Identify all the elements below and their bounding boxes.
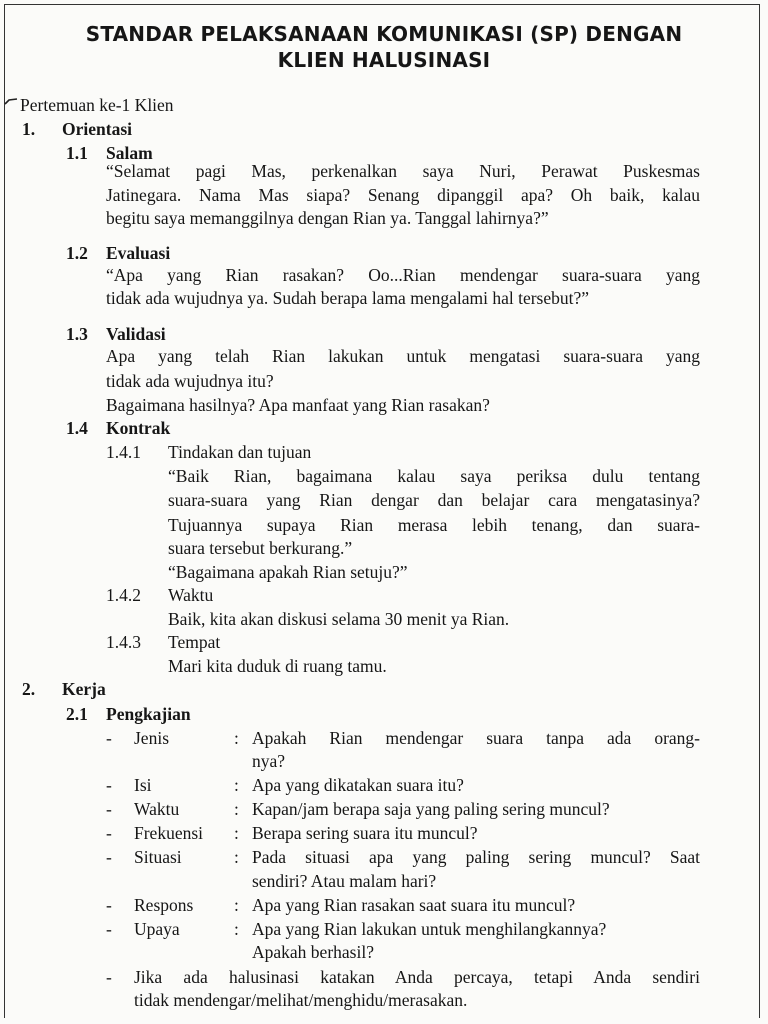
section-1-number: 1.: [22, 119, 36, 139]
checkmark-icon: [4, 98, 18, 108]
document-title-line-2: KLIEN HALUSINASI: [277, 48, 491, 72]
pengkajian-label: Respons: [134, 895, 194, 915]
section-2-number: 2.: [22, 679, 36, 699]
pengkajian-colon: :: [234, 895, 239, 915]
subsection-2-1-heading: Pengkajian: [106, 704, 191, 724]
waktu-line: Baik, kita akan diskusi selama 30 menit ya Rian.: [168, 609, 510, 629]
document-title-line-1: STANDAR PELAKSANAAN KOMUNIKASI (SP) DENGAN: [85, 22, 683, 46]
pengkajian-text: nya?: [252, 751, 286, 771]
section-1-heading: Orientasi: [62, 119, 132, 139]
pengkajian-colon: :: [234, 919, 239, 939]
validasi-line: tidak ada wujudnya itu?: [106, 371, 274, 391]
tindakan-line: suara tersebut berkurang.”: [168, 538, 353, 558]
tempat-line: Mari kita duduk di ruang tamu.: [168, 656, 387, 676]
subsection-1-4-heading: Kontrak: [106, 418, 171, 438]
subsection-1-1-heading: Salam: [106, 143, 153, 163]
note-line: tidak mendengar/melihat/menghidu/merasakan.: [134, 990, 468, 1010]
evaluasi-line: “Apa yang Rian rasakan? Oo...Rian mendengar suara-suara yang: [106, 265, 700, 285]
subsection-1-4-1-number: 1.4.1: [106, 442, 141, 462]
salam-line: Jatinegara. Nama Mas siapa? Senang dipanggil apa? Oh baik, kalau: [106, 185, 700, 205]
pengkajian-label: Upaya: [134, 919, 180, 939]
tindakan-line: Tujuannya supaya Rian merasa lebih tenang, dan suara-: [168, 515, 700, 535]
list-dash: -: [106, 775, 112, 795]
validasi-line: Bagaimana hasilnya? Apa manfaat yang Rian rasakan?: [106, 395, 490, 415]
list-dash: -: [106, 823, 112, 843]
salam-line: “Selamat pagi Mas, perkenalkan saya Nuri, Perawat Puskesmas: [106, 161, 700, 181]
subsection-1-2-number: 1.2: [66, 243, 88, 263]
list-dash: -: [106, 967, 112, 987]
list-dash: -: [106, 847, 112, 867]
list-dash: -: [106, 895, 112, 915]
evaluasi-line: tidak ada wujudnya ya. Sudah berapa lama mengalami hal tersebut?”: [106, 288, 590, 308]
meeting-label: Pertemuan ke-1 Klien: [20, 95, 174, 115]
subsection-1-3-heading: Validasi: [106, 324, 166, 344]
subsection-1-4-3-number: 1.4.3: [106, 632, 141, 652]
pengkajian-text: Berapa sering suara itu muncul?: [252, 823, 478, 843]
salam-line: begitu saya memanggilnya dengan Rian ya. Tanggal lahirnya?”: [106, 208, 549, 228]
subsection-1-4-2-number: 1.4.2: [106, 585, 141, 605]
pengkajian-text: Kapan/jam berapa saja yang paling sering muncul?: [252, 799, 610, 819]
section-2-heading: Kerja: [62, 679, 106, 699]
pengkajian-colon: :: [234, 847, 239, 867]
subsection-2-1-number: 2.1: [66, 704, 88, 724]
pengkajian-colon: :: [234, 728, 239, 748]
list-dash: -: [106, 799, 112, 819]
subsection-1-4-number: 1.4: [66, 418, 88, 438]
list-dash: -: [106, 728, 112, 748]
pengkajian-colon: :: [234, 799, 239, 819]
pengkajian-text: Pada situasi apa yang paling sering muncul? Saat: [252, 847, 700, 867]
pengkajian-text: sendiri? Atau malam hari?: [252, 871, 437, 891]
pengkajian-text: Apa yang Rian lakukan untuk menghilangkannya?: [252, 919, 607, 939]
subsection-1-4-3-heading: Tempat: [168, 632, 221, 652]
pengkajian-text: Apakah Rian mendengar suara tanpa ada orang-: [252, 728, 700, 748]
pengkajian-text: Apakah berhasil?: [252, 942, 374, 962]
pengkajian-text: Apa yang Rian rasakan saat suara itu muncul?: [252, 895, 576, 915]
tindakan-line: “Baik Rian, bagaimana kalau saya periksa dulu tentang: [168, 466, 700, 486]
pengkajian-label: Jenis: [134, 728, 169, 748]
tindakan-line: “Bagaimana apakah Rian setuju?”: [168, 562, 408, 582]
pengkajian-label: Waktu: [134, 799, 180, 819]
subsection-1-4-1-heading: Tindakan dan tujuan: [168, 442, 312, 462]
list-dash: -: [106, 919, 112, 939]
pengkajian-text: Apa yang dikatakan suara itu?: [252, 775, 464, 795]
pengkajian-label: Isi: [134, 775, 152, 795]
validasi-line: Apa yang telah Rian lakukan untuk mengatasi suara-suara yang: [106, 346, 700, 366]
pengkajian-label: Frekuensi: [134, 823, 204, 843]
subsection-1-4-2-heading: Waktu: [168, 585, 214, 605]
tindakan-line: suara-suara yang Rian dengar dan belajar cara mengatasinya?: [168, 490, 700, 510]
pengkajian-label: Situasi: [134, 847, 182, 867]
subsection-1-3-number: 1.3: [66, 324, 88, 344]
subsection-1-1-number: 1.1: [66, 143, 88, 163]
note-line: Jika ada halusinasi katakan Anda percaya, tetapi Anda sendiri: [134, 967, 700, 987]
pengkajian-colon: :: [234, 823, 239, 843]
pengkajian-colon: :: [234, 775, 239, 795]
subsection-1-2-heading: Evaluasi: [106, 243, 171, 263]
